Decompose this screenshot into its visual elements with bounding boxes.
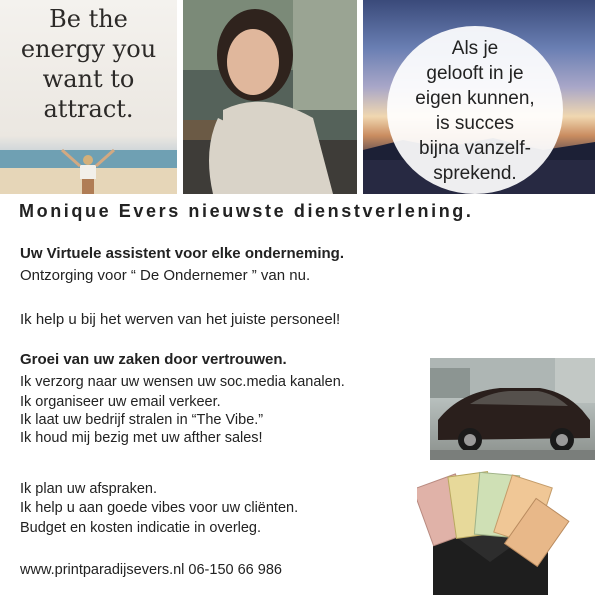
circle-line: is succes: [435, 113, 515, 134]
money-envelope-photo: [417, 470, 595, 595]
circle-quote-text: [387, 36, 563, 186]
circle-line: bijna vanzelf-: [419, 138, 531, 159]
block1-subtitle: Ontzorging voor “ De Ondernemer ” van nu.: [20, 267, 311, 284]
service-item: Ik laat uw bedrijf stralen in “The Vibe.”: [20, 412, 264, 428]
circle-line: eigen kunnen,: [415, 88, 535, 109]
service-item: Ik organiseer uw email verkeer.: [20, 394, 221, 410]
service-item: Ik help u aan goede vibes voor uw cliënten.: [20, 500, 299, 516]
quote-line: Be the: [49, 5, 128, 33]
service-item: Budget en kosten indicatie in overleg.: [20, 520, 262, 536]
page-title: Monique Evers nieuwste dienstverlening.: [19, 201, 474, 221]
circle-line: gelooft in je: [426, 63, 524, 84]
quote-line: want to: [42, 65, 135, 93]
block3-title: Groei van uw zaken door vertrouwen.: [20, 351, 287, 368]
block2-line: Ik help u bij het werven van het juiste personeel!: [20, 311, 341, 328]
quote-line: energy you: [20, 35, 157, 63]
money-illustration: [417, 470, 595, 595]
contact-info: www.printparadijsevers.nl 06-150 66 986: [20, 562, 282, 578]
sunset-quote-image: [363, 0, 595, 194]
car-illustration: [430, 358, 595, 460]
circle-line: Als je: [451, 38, 499, 59]
block1-title: Uw Virtuele assistent voor elke onderneming.: [20, 245, 344, 262]
service-item: Ik verzorg naar uw wensen uw soc.media kanalen.: [20, 374, 345, 390]
car-photo: [430, 358, 595, 460]
portrait-illustration: [183, 0, 357, 194]
portrait-photo: [183, 0, 357, 194]
service-item: Ik plan uw afspraken.: [20, 481, 158, 497]
motivational-quote-image: [0, 0, 177, 194]
quote-text: [0, 4, 177, 124]
service-item: Ik houd mij bezig met uw afther sales!: [20, 430, 263, 446]
circle-line: sprekend.: [433, 163, 517, 184]
quote-line: attract.: [43, 95, 134, 123]
